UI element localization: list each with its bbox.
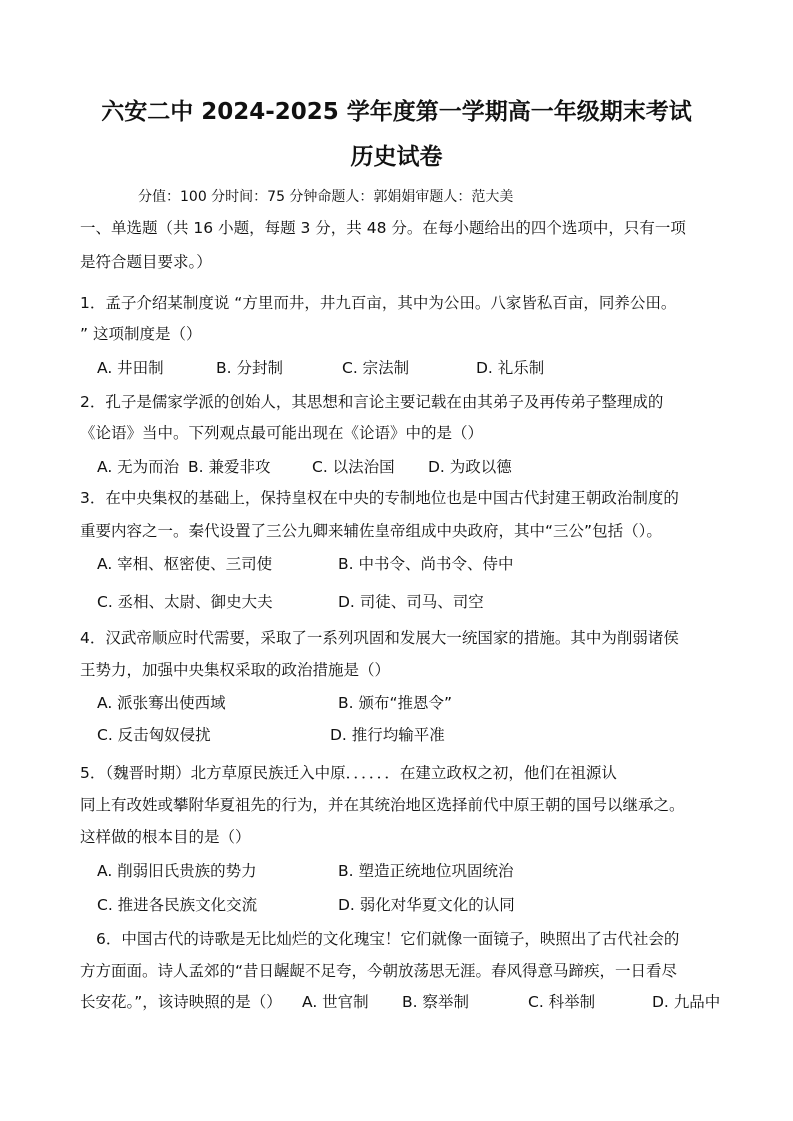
option-c: C. 以法治国 [312,458,395,476]
option-b: B. 察举制 [402,993,469,1011]
question-text: 4．汉武帝顺应时代需要，采取了一系列巩固和发展大一统国家的措施。其中为削弱诸侯 [80,629,679,647]
option-d: D. 礼乐制 [476,359,545,377]
option-b: B. 分封制 [216,359,283,377]
question-text: 3．在中央集权的基础上，保持皇权在中央的专制地位也是中国古代封建王朝政治制度的 [80,489,679,507]
option-b: B. 兼爱非攻 [188,458,271,476]
question-text: 方方面面。诗人孟郊的“昔日龌龊不足夸，今朝放荡思无涯。春风得意马蹄疾，一日看尽 [80,962,678,980]
question-text: 同上有改姓或攀附华夏祖先的行为，并在其统治地区选择前代中原王朝的国号以继承之。 [80,796,685,814]
section-heading: 一、单选题（共 16 小题，每题 3 分，共 48 分。在每小题给出的四个选项中，只有一项 [80,219,686,237]
question-text: 1．孟子介绍某制度说 “方里而井，井九百亩，其中为公田。八家皆私百亩，同养公田。 [80,294,677,312]
option-a: A. 派张骞出使西域 [97,694,226,712]
exam-subtitle: 历史试卷 [350,144,443,170]
option-b: B. 颁布“推恩令” [338,694,453,712]
option-d: D. 九品中 [652,993,721,1011]
question-text: 6．中国古代的诗歌是无比灿烂的文化瑰宝！它们就像一面镜子，映照出了古代社会的 [96,930,680,948]
exam-meta: 分值：100 分时间：75 分钟命题人：郭娟娟审题人：范大美 [138,189,514,205]
option-d: D. 弱化对华夏文化的认同 [338,896,515,914]
question-text: 王势力，加强中央集权采取的政治措施是（） [80,661,391,679]
question-text: 《论语》当中。下列观点最可能出现在《论语》中的是（） [80,424,484,442]
option-c: C. 反击匈奴侵扰 [97,726,211,744]
option-a: A. 井田制 [97,359,164,377]
option-b: B. 塑造正统地位巩固统治 [338,862,514,880]
option-c: C. 科举制 [528,993,596,1011]
option-a: A. 削弱旧氏贵族的势力 [97,862,257,880]
option-a: A. 无为而治 [97,458,180,476]
question-text: 长安花。”，该诗映照的是（） [80,993,282,1011]
question-text: ” 这项制度是（） [80,325,202,343]
option-c: C. 丞相、太尉、御史大夫 [97,593,273,611]
question-text: 重要内容之一。秦代设置了三公九卿来辅佐皇帝组成中央政府，其中“三公”包括（）。 [80,522,662,540]
option-a: A. 宰相、枢密使、三司使 [97,555,273,573]
option-d: D. 为政以德 [428,458,512,476]
question-text: 5．（魏晋时期）北方草原民族迁入中原．．．．．．在建立政权之初，他们在祖源认 [80,764,617,782]
question-text: 2．孔子是儒家学派的创始人，其思想和言论主要记载在由其弟子及再传弟子整理成的 [80,393,664,411]
exam-title: 六安二中 2024-2025 学年度第一学期高一年级期末考试 [101,99,692,125]
option-b: B. 中书令、尚书令、侍中 [338,555,514,573]
section-heading-cont: 是符合题目要求。） [80,253,212,271]
option-c: C. 宗法制 [342,359,410,377]
option-c: C. 推进各民族文化交流 [97,896,258,914]
option-d: D. 推行均输平准 [330,726,445,744]
option-d: D. 司徒、司马、司空 [338,593,484,611]
option-a: A. 世官制 [302,993,369,1011]
question-text: 这样做的根本目的是（） [80,828,251,846]
